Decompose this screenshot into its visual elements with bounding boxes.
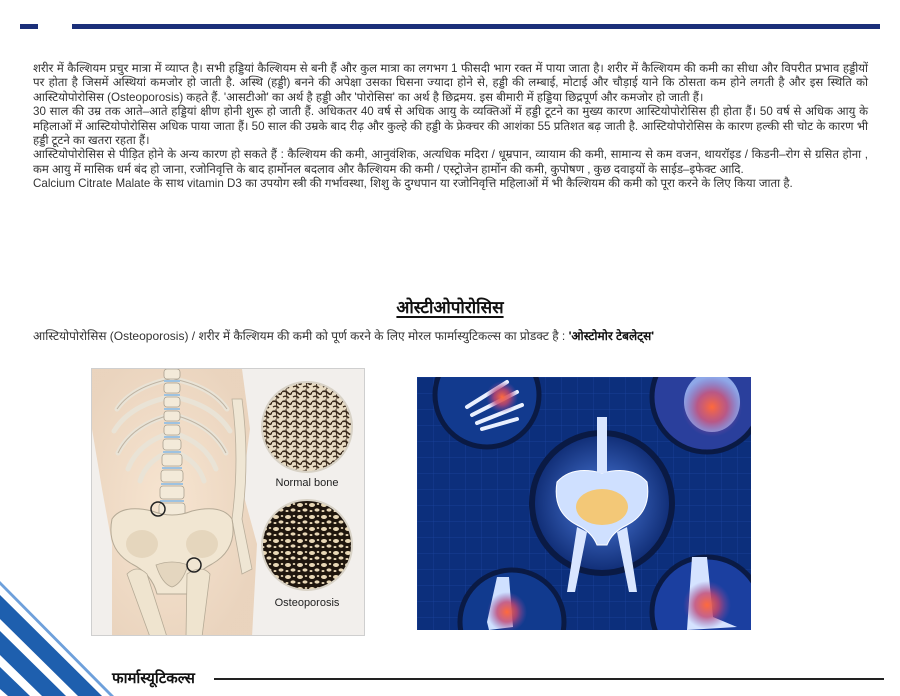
- product-description: आस्टियोपोरोसिस (Osteoporosis) / शरीर में कैल्शियम की कमी को पूर्ण करने के लिए मोरल फार्मास्युटिकल्स का प्रोडक्ट है :: [33, 329, 569, 343]
- product-name: 'ओस्टोमोर टेबलेट्स': [568, 329, 655, 343]
- section-title: ओस्टीओपोरोसिस: [396, 298, 504, 317]
- product-line: [33, 327, 873, 344]
- header-accent-bar-short: [20, 24, 38, 29]
- skeletal-joints-icon: [417, 377, 751, 630]
- paragraph-1: शरीर में कैल्शियम प्रचुर मात्रा में व्याप्त है। सभी हड्डियां कैल्शियम से बनी हैं और कुल मात्रा का लगभग 1 फीसदी भाग रक्त में पाया जाता है। शरीर में कैल्शियम की कमी का सीधा और विपरीत प्रभाव हड्डीयों पर होता है जिसमें अस्थियां कमजोर हो जाती है. अस्थि (हड्डी) बनने की अपेक्षा उसका घिसना ज्यादा होने से, हड्डी की लम्बाई, मोटाई और चौड़ाई याने कि ठोसता कम होने लगती है और इस स्थिति को आस्टियोपोरोसिस (Osteoporosis) कहते हैं. 'आसटीओ' का अर्थ है हड्डी और 'पोरोसिस' का अर्थ है छिद्रमय. इस बीमारी में हड्डिया छिद्रपूर्ण और कमजोर हो जाती हैं।: [33, 62, 868, 104]
- paragraph-3: आस्टियोपोरोसिस से पीड़ित होने के अन्य कारण हो सकते हैं : कैल्शियम की कमी, आनुवंशिक, अत्यधिक मदिरा / धूम्रपान, व्यायाम की कमी, सामान्य से कम वजन, थायरॉइड / किडनी–रोग से ग्रसित होना , कम आयु में मासिक धर्म बंद हो जाना, रजोनिवृत्ति के बाद हार्मोनल बदलाव और कैल्शियम की कमी / एस्ट्रोजेन हार्मोन की कमी, कुपोषण , कुछ दवाइयों के साईड–इफेक्ट आदि.: [33, 148, 868, 176]
- footer-rule: [214, 678, 884, 680]
- header-accent-bar-long: [72, 24, 880, 29]
- paragraph-4: Calcium Citrate Malate के साथ vitamin D3 का उपयोग स्त्री की गर्भावस्था, शिशु के दुग्धपान या रजोनिवृत्ति महिलाओं में भी कैल्शियम की कमी को पूरा करने के लिए किया जाता है.: [33, 177, 793, 191]
- skeletal-joints-illustration: [417, 377, 751, 630]
- footer-label: फार्मास्यूटिकल्स: [112, 670, 195, 687]
- paragraph-2: 30 साल की उम्र तक आते–आते हड्डियां क्षीण होनी शुरू हो जाती हैं. अधिकतर 40 वर्ष से अधिक आयु के व्यक्तिओं में हड्डी टूटने का मुख्य कारण आस्टियोपोरोसिस ही होता हैं। 50 वर्ष से अधिक आयु के महिलाओं में आस्टियोपोरोसिस अधिक पाया जाता हैं। 50 साल की उम्रके बाद रीढ़ और कुल्हे की हड्डी के फ्रेक्चर की आशंका 55 प्रतिशत बढ़ जाती है. आस्टियोपोरोसिस के कारण हल्की सी चोट के कारण भी हड्डी टूटने का खतरा रहता हैं।: [33, 105, 868, 148]
- body-text: [33, 62, 868, 192]
- osteoporosis-label: Osteoporosis: [274, 597, 340, 609]
- normal-bone-label: Normal bone: [275, 477, 339, 489]
